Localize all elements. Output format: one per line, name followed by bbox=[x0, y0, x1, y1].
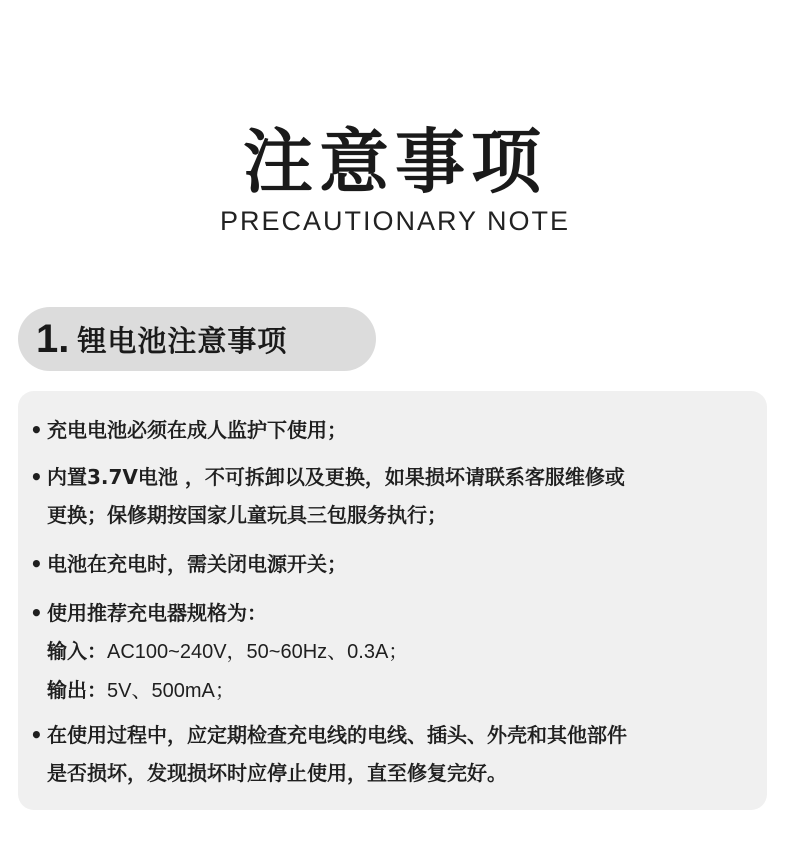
note-item bbox=[30, 545, 750, 583]
bullet-icon: • bbox=[30, 418, 43, 442]
note-text: 充电电池必须在成人监护下使用； bbox=[47, 418, 347, 442]
bullet-icon: • bbox=[30, 465, 43, 489]
bullet-icon: • bbox=[30, 723, 43, 747]
note-item bbox=[30, 411, 750, 449]
spec-value: 5V、500mA； bbox=[107, 680, 235, 702]
section-number: 1. bbox=[36, 316, 70, 361]
spec-label: 输入： bbox=[47, 639, 107, 663]
section-title: 锂电池注意事项 bbox=[77, 323, 288, 358]
spec-label: 输出： bbox=[47, 678, 107, 702]
bullet-icon: • bbox=[30, 552, 43, 576]
spec-row-input bbox=[30, 632, 750, 671]
note-text: 电池在充电时，需关闭电源开关； bbox=[47, 552, 347, 576]
note-text: 内置3.7V电池 ，不可拆卸以及更换，如果损坏请联系客服维修或 bbox=[47, 465, 625, 489]
spec-value: AC100~240V，50~60Hz、0.3A； bbox=[107, 641, 409, 663]
note-item bbox=[30, 458, 750, 534]
section-header bbox=[18, 307, 376, 371]
note-text: 更换；保修期按国家儿童玩具三包服务执行； bbox=[47, 503, 447, 527]
page-title-en: PRECAUTIONARY NOTE bbox=[219, 206, 571, 236]
page-title-cn: 注意事项 bbox=[243, 121, 547, 203]
note-text: 是否损坏，发现损坏时应停止使用，直至修复完好。 bbox=[47, 761, 507, 785]
note-item bbox=[30, 594, 750, 710]
note-text: 使用推荐充电器规格为： bbox=[47, 601, 267, 625]
note-item bbox=[30, 716, 750, 792]
notes-panel bbox=[18, 391, 767, 810]
note-text: 在使用过程中，应定期检查充电线的电线、插头、外壳和其他部件 bbox=[47, 723, 627, 747]
spec-row-output bbox=[30, 671, 750, 710]
bullet-icon: • bbox=[30, 601, 43, 625]
